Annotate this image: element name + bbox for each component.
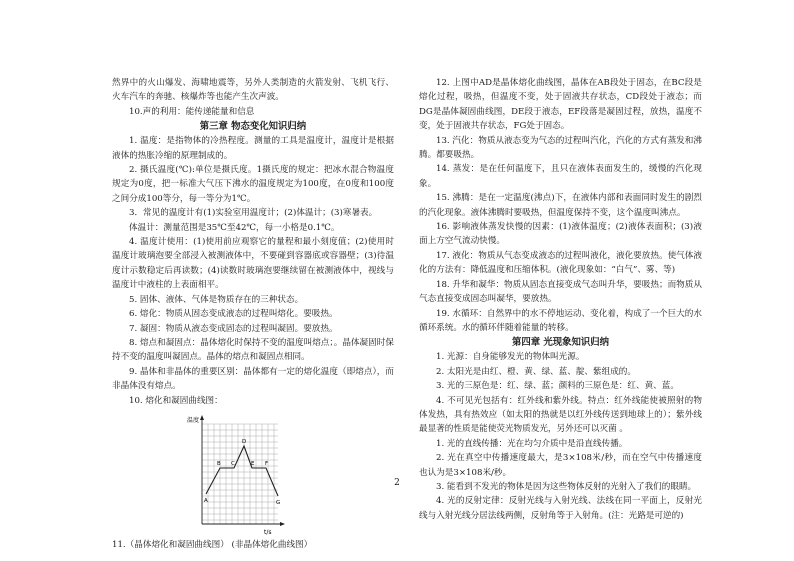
paragraph: 19. 水循环：自然界中的水不停地运动、变化着，构成了一个巨大的水循环系统。水的循环伴随着能量的转移。 [419,308,702,333]
paragraph: 5. 固体、液体、气体是物质存在的三种状态。 [129,294,304,305]
paragraph: 7. 凝固：物质从液态变成固态的过程叫凝固。要放热。 [129,323,338,334]
right-column [419,76,702,523]
chapter-heading: 第四章 光现象知识归纳 [511,337,609,349]
point-label-c: C [231,460,235,467]
paragraph: 13. 汽化：物质从液态变为气态的过程叫汽化，汽化的方式有蒸发和沸腾。都要吸热。 [419,135,702,161]
page-number: 2 [394,478,400,488]
chapter-heading: 第三章 物态变化知识归纳 [199,121,307,133]
paragraph: 9. 晶体和非晶体的重要区别：晶体都有一定的熔化温度（即熔点），而非晶体没有熔点。 [112,366,394,392]
point-label-f: F [265,460,269,467]
paragraph: 4. 光的反射定律：反射光线与入射光线、法线在同一平面上，反射光线与入射光线分居法线两侧，反射角等于入射角。(注：光路是可逆的) [419,496,702,521]
graph-grid [202,424,281,524]
point-label-e: E [251,460,255,467]
paragraph: 10. 熔化和凝固曲线图： [129,395,223,406]
paragraph: 18. 升华和凝华：物质从固态直接变成气态叫升华，要吸热；而物质从气态直接变成固态叫凝华，要放热。 [419,279,702,305]
y-axis-arrow [200,415,204,420]
paragraph: 1. 光源：自身能够发光的物体叫光源。 [436,352,585,363]
x-axis-arrow [280,522,285,526]
paragraph: 12. 上图中AD是晶体熔化曲线图，晶体在AB段处于固态，在BC段是熔化过程，吸热，但温度不变，处于固液共存状态，CD段处于液态；而DG是晶体凝固曲线图，DE段于液态，EF段落是凝固过程，放热，温度不变，处于固液共存状态，FG处于固态。 [419,78,702,132]
y-axis-label: 温度 [187,416,200,424]
point-label-g: G [276,499,281,506]
paragraph: 1. 温度：是指物体的冷热程度。测量的工具是温度计，温度计是根据液体的热胀冷缩的原理制成的。 [112,136,394,161]
paragraph: 6. 熔化：物质从固态变成液态的过程叫熔化。要吸热。 [129,309,338,320]
paragraph: 然界中的火山爆发、海啸地震等，另外人类制造的火箭发射、飞机飞行、火车汽车的奔驰、核爆炸等也能产生次声波。 [112,78,394,103]
paragraph: 4. 不可见光包括有：红外线和紫外线。特点：红外线能使被照射的物体发热，具有热效应（如太阳的热就是以红外线传送到地球上的）；紫外线最显著的性质是能使荧光物质发光，另外还可以灭菌 。 [419,395,702,435]
paragraph: 1. 光的直线传播：光在均匀介质中是沿直线传播。 [436,438,628,449]
paragraph: 14. 蒸发：是在任何温度下，且只在液体表面发生的，缓慢的汽化现象。 [419,164,702,189]
paragraph: 3．常见的温度计有(1)实验室用温度计；(2)体温计；(3)寒暑表。 [129,208,378,219]
point-label-b: B [217,460,221,467]
paragraph: 2. 光在真空中传播速度最大，是3×108米/秒，而在空气中传播速度也认为是3×108米/秒。 [419,453,702,478]
melting-curve-figure [112,410,394,538]
paragraph: 2. 摄氏温度(℃):单位是摄氏度。1摄氏度的规定：把冰水混合物温度规定为0度，把一标准大气压下沸水的温度规定为100度，在0度和100度之间分成100等分，每一等分为1℃。 [112,165,394,204]
paragraph: 15. 沸腾：是在一定温度(沸点)下，在液体内部和表面同时发生的剧烈的汽化现象。液体沸腾时要吸热，但温度保持不变，这个温度叫沸点。 [419,193,702,218]
melting-solidification-curve [206,446,278,496]
paragraph: 8. 熔点和凝固点：晶体熔化时保持不变的温度叫熔点；。晶体凝固时保持不变的温度叫凝固点。晶体的熔点和凝固点相同。 [112,337,394,363]
paragraph: 10.声的利用：能传递能量和信息 [129,106,255,117]
melting-curve-graph [186,410,286,536]
figure-caption: 11.（晶体熔化和凝固曲线图） (非晶体熔化曲线图） [112,539,313,550]
point-label-d: D [242,438,247,445]
paragraph: 4. 温度计使用：(1)使用前应观察它的量程和最小刻度值；(2)使用时温度计玻璃泡要全部浸入被测液体中，不要碰到容器底或容器壁；(3)待温度计示数稳定后再读数；(4)读数时玻璃泡要继续留在被测液体中，视线与温度计中液柱的上表面相平。 [112,237,394,291]
paragraph: 3. 能看到不发光的物体是因为这些物体反射的光射入了我们的眼睛。 [436,481,697,492]
paragraph: 体温计：测量范围是35℃至42℃，每一小格是0.1℃。 [129,222,340,233]
paragraph: 17. 液化：物质从气态变成液态的过程叫液化，液化要放热。使气体液化的方法有：降低温度和压缩体积。(液化现象如：“白气”、雾、等) [419,250,702,276]
paragraph: 2. 太阳光是由红、橙、黄、绿、蓝、靛、紫组成的。 [436,366,636,377]
paragraph: 3. 光的三原色是：红、绿、蓝；颜料的三原色是：红、黄、蓝。 [436,381,679,392]
paragraph: 16. 影响液体蒸发快慢的因素：(1)液体温度；(2)液体表面积；(3)液面上方空气流动快慢。 [419,222,702,247]
x-axis-label: t/s [264,528,272,536]
point-label-a: A [204,497,208,504]
